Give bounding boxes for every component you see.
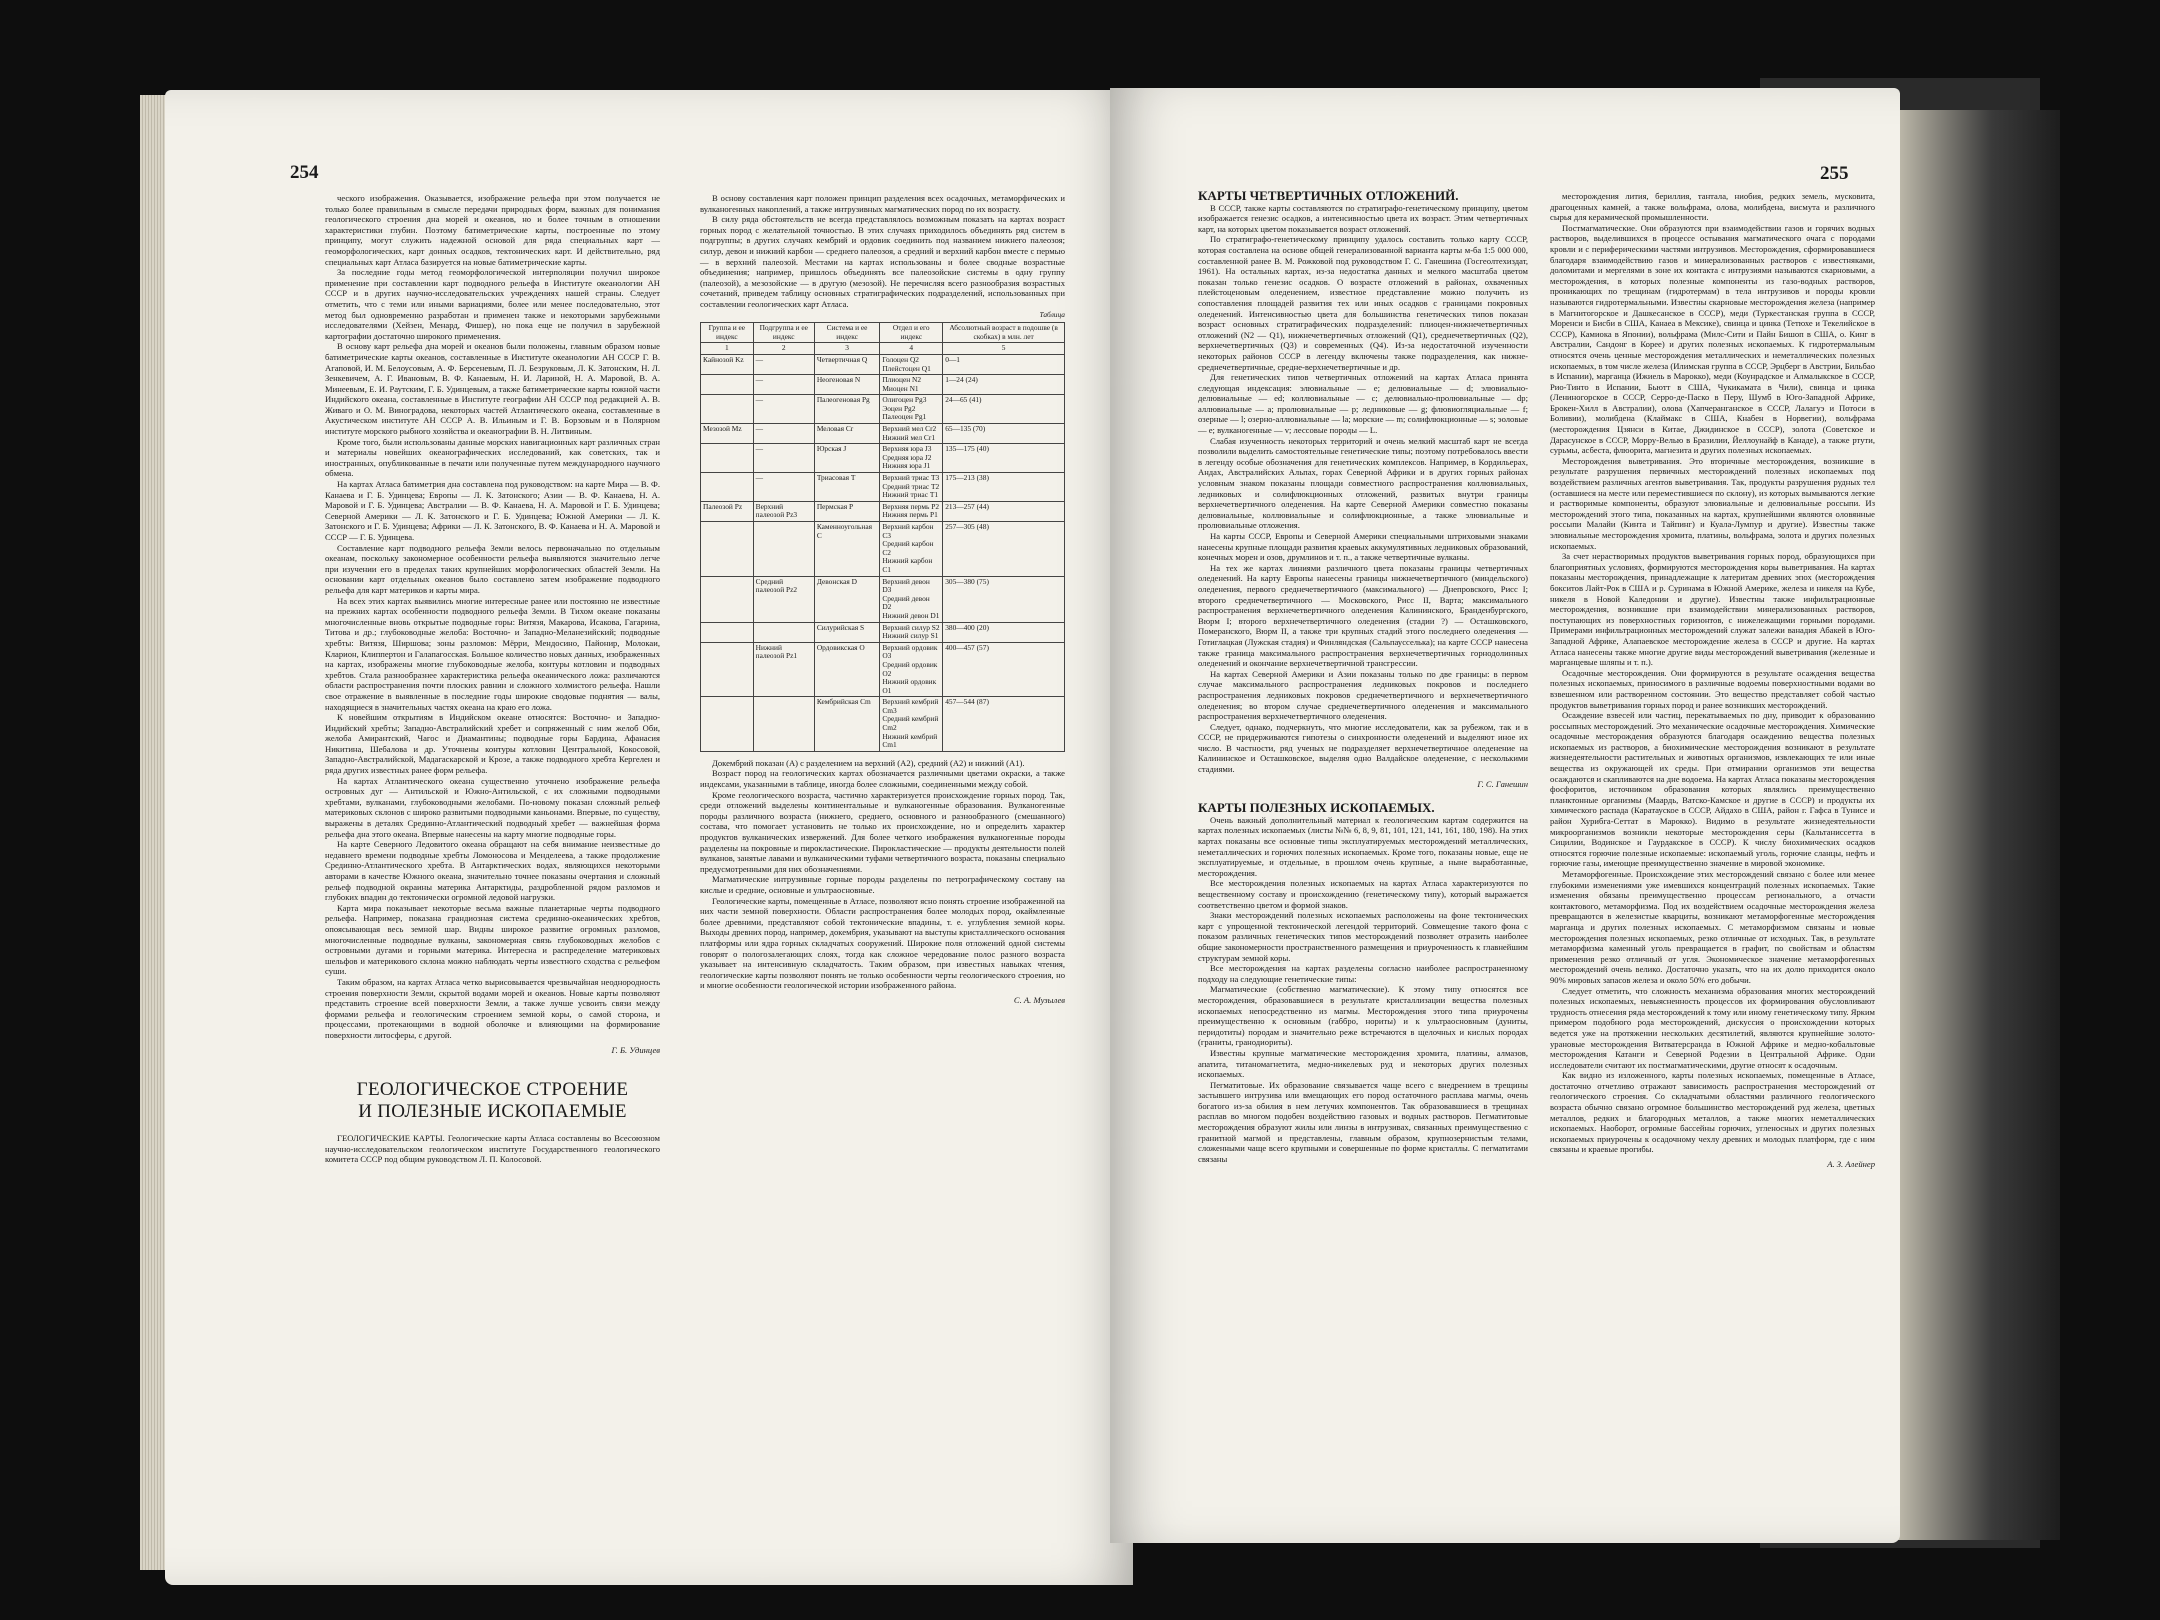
table-header-cell: Группа и ее индекс (701, 323, 754, 343)
table-header-cell: Абсолютный возраст в подошве (в скобках) в млн. лет (943, 323, 1065, 343)
table-cell: 213—257 (44) (943, 501, 1065, 521)
table-cell: Каменноугольная C (814, 522, 880, 577)
table-number-row (701, 343, 1065, 355)
table-cell: Олигоцен Pg3 Эоцен Pg2 Палеоцен Pg1 (880, 395, 943, 424)
table-cell: — (753, 473, 814, 502)
table-cell: Верхний мел Cr2 Нижний мел Cr1 (880, 424, 943, 444)
table-row (701, 501, 1065, 521)
table-col-number: 5 (943, 343, 1065, 355)
table-cell: 457—544 (87) (943, 697, 1065, 752)
paragraph: Знаки месторождений полезных ископаемых расположены на фоне тектонических карт с упрощенной тектонической легендой территорий. Совмещение такого фона с показом различных генетических типов месторождений позволяет отразить наиболее общие закономерности пространственного размещения и приуроченность к главнейшим структурам земной коры. (1198, 910, 1528, 963)
table-row (701, 576, 1065, 622)
table-cell: Девонская D (814, 576, 880, 622)
paragraph: Месторождения выветривания. Это вторичные месторождения, возникшие в результате разрушения первичных месторождений полезных ископаемых под воздействием различных агентов выветривания. Так, продукты разрушения рудных тел (оставшиеся на месте или переместившиеся по склону), из которых вымываются легкие и растворимые компоненты, образуют элювиальные и делювиальные россыпи. Из месторождений этого типа, показанных на картах, крупнейшими являются оловянные россыпи Малайи (Кинта и Тайпинг) и Куала-Лумпур и другие). Известны также элювиальные месторождения хромита, платины, вольфрама, золота и других полезных ископаемых. (1550, 455, 1875, 551)
table-cell: 1—24 (24) (943, 375, 1065, 395)
paragraph: Магматические интрузивные горные породы разделены по петрографическому составу на кислые и средние, основные и ультраосновные. (700, 874, 1065, 895)
table-row (701, 424, 1065, 444)
signature-udintsev: Г. Б. Удинцев (611, 1044, 660, 1055)
table-row (701, 395, 1065, 424)
minerals-heading: КАРТЫ ПОЛЕЗНЫХ ИСКОПАЕМЫХ. (1198, 800, 1435, 816)
right-page (1110, 88, 1900, 1543)
minerals-text (1198, 815, 1528, 1165)
table-row (701, 622, 1065, 642)
paragraph: Известны крупные магматические месторождения хромита, платины, алмазов, апатита, титаномагнетита, медно-никелевых руд и некоторых других полезных ископаемых. (1198, 1047, 1528, 1080)
left-column-text (325, 193, 660, 1041)
paragraph: К новейшим открытиям в Индийском океане относятся: Восточно- и Западно-Индийский хребты; Западно-Австралийский хребет и сопряженный с ним желоб Оби, желоба Амирантский, Чагос и Диамантины; подводные горы Бардина, Афанасия Никитина, Шебалова и др. Уточнены контуры котловин Центральной, Кокосовой, Западно-Австралийской, Мадагаскарской и Крозе, а также подводного хребта Кергелен и ряда других известных ранее форм рельефа. (325, 712, 660, 776)
table-cell: Верхний ордовик O3 Средний ордовик O2 Нижний ордовик O1 (880, 642, 943, 697)
table-cell: Четвертичная Q (814, 354, 880, 374)
section-title-line1: ГЕОЛОГИЧЕСКОЕ СТРОЕНИЕ (356, 1079, 629, 1101)
paragraph: Для генетических типов четвертичных отложений на картах Атласа принята следующая индексация: элювиальные — е; делювиальные — d; элювиально-делювиальные — ed; коллювиальные — с; делювиально-пролювиальные — dp; аллювиальные — а; пролювиальные — р; ледниковые — g; флювиогляциальные — f; озерные — l; озерно-аллювиальные — la; морские — m; солифлюкционные — s; эоловые — е; вулканогенные — v; лессовые породы — L. (1198, 372, 1528, 436)
table-cell: Юрская J (814, 444, 880, 473)
paragraph: На картах Северной Америки и Азии показаны только по две границы: в первом случае максимального распространения ледниковых покровов и последнего распространения ледниковых покровов среднечетвертичного и верхнечетвертичного оледенения; во втором случае среднечетвертичного оледенения и максимального распространения верхнечетвертичного оледенения. (1198, 668, 1528, 722)
table-cell: Верхний кембрий Cm3 Средний кембрий Cm2 Нижний кембрий Cm1 (880, 697, 943, 752)
table-col-number: 4 (880, 343, 943, 355)
paragraph: По стратиграфо-генетическому принципу удалось составить только карту СССР, которая составлена на основе общей генерализованной варианта карты м-ба 1:5 000 000, составленной ранее В. М. Рожковой под руководством Г. С. Ганешина (Госгеолтехиздат, 1961). На остальных картах, из-за недостатка данных и мелкого масштаба цветом показан только генезис осадков. О возрасте отложений в районах, охваченных плейстоценовым оледенением, известное представление можно получить из сопоставления площадей развития тех или иных осадков с границами покровных оледенений. Интенсивностью цвета для большинства генетических типов показан возраст основных стратиграфических подразделений: плиоцен-нижнечетвертичных отложений (N2 — Q1), нижнечетвертичных отложений (Q1), среднечетвертичных (Q2), верхнечетвертичных (Q3) и современных (Q4). Из-за недостаточной изученности некоторых районов СССР в легенду включены также подразделения, как нижне-среднечетвертичные, средне-верхнечетвертичные и др. (1198, 234, 1528, 372)
paragraph: Составление карт подводного рельефа Земли велось первоначально по отдельным океанам, поскольку закономерное особенности рельефа выявляются значительно легче при изучении его в пределах таких крупнейших морфологических областей Земли. На основании карт отдельных океанов было составлено затем изображение подводного рельефа для карт материков и карты мира. (325, 542, 660, 595)
table-body (701, 354, 1065, 751)
table-col-number: 3 (814, 343, 880, 355)
stratigraphy-intro (700, 193, 1065, 310)
table-cell: Пермская P (814, 501, 880, 521)
paragraph: Возраст пород на геологических картах обозначается различными цветами окраски, а также индексами, указанными в таблице, иногда более сложными, соединенными между собой. (700, 768, 1065, 790)
table-cell: Неогеновая N (814, 375, 880, 395)
paragraph: В СССР, также карты составляются по стратиграфо-генетическому принципу, цветом изображается генезис осадков, а интенсивностью цвета их возраст. Этим четвертичных карт, на которых цветом показывается возраст отложений. (1198, 202, 1528, 234)
paragraph: В основу составления карт положен принцип разделения всех осадочных, метаморфических и вулканогенных накоплений, а также интрузивных магматических пород по их возрасту. (700, 193, 1065, 214)
table-cell: 400—457 (57) (943, 642, 1065, 697)
table-cell (701, 444, 754, 473)
page-number-left: 254 (290, 162, 319, 183)
table-row (701, 522, 1065, 577)
paragraph: Таким образом, на картах Атласа четко вырисовывается чрезвычайная неоднородность строения поверхности Земли, скрытой водами морей и океанов. Новые карты позволяют представить строение всей поверхности Земли, а также лучше усвоить связи между формами рельефа и геологическим строением земной коры, о самой сторона, и процессами, протекающими в водной оболочке и влияющими на формирование поверхности литосферы, с другой. (325, 976, 660, 1040)
paragraph: Метаморфогенные. Происхождение этих месторождений связано с более или менее глубокими изменениями уже имевшихся концентраций полезных ископаемых. Такие изменения обязаны преимущественно процессам регионального, а отчасти контактового, метаморфизма. Под их воздействием осадочные месторождения железа превращаются в железистые кварциты, возникают метаморфогенные месторождения марганца и других полезных ископаемых. С метаморфизмом связаны и новые месторождения полезных ископаемых, резко отличные от исходных. Так, в результате метаморфизма каменный уголь превращается в графит, по свойствам и областям применения резко отличный от угля. Экономическое значение метаморфогенных месторождений очень велико. Достаточно указать, что на их долю приходится около 90% мировых запасов железа и около 50% его добычи. (1550, 869, 1875, 985)
table-cell: Средний палеозой Pz2 (753, 576, 814, 622)
paragraph: Следует отметить, что сложность механизма образования многих месторождений полезных ископаемых, невыясненность процессов их формирования обусловливают трудность отнесения ряда месторождений к тому или иному генетическому типу. Ярким примером подобного рода месторождений, дискуссия о происхождении которых ведется уже на протяжении нескольких десятилетий, являются крупнейшие золото-урановые месторождения Витватерсранда в Южной Африке и медно-кобальтовые месторождения Катанги и Северной Родезии в Центральной Африке. Одни исследователи считают их постмагматическими, другие относят к осадочным. (1550, 985, 1875, 1070)
table-cell: Верхний триас T3 Средний триас T2 Нижний триас T1 (880, 473, 943, 502)
table-cell: — (753, 354, 814, 374)
table-cell: 380—400 (20) (943, 622, 1065, 642)
paragraph: За последние годы метод геоморфологической интерполяции получил широкое применение при составлении карт подводного рельефа в Институте океанологии АН СССР и в других научно-исследовательских учреждениях нашей страны. Следует отметить, что с теми или иными вариациями, более или менее последовательно, этот метод был одновременно разработан и применен также и некоторыми зарубежными исследователями (Хейзен, Менард, Фишер), но пока еще не получил в зарубежной картографии достаточно широкого применения. (325, 267, 660, 341)
table-row (701, 697, 1065, 752)
paragraph: Все месторождения на картах разделены согласно наиболее распространенному подходу на следующие генетические типы: (1198, 963, 1528, 984)
paragraph: На картах Атласа батиметрия дна составлена под руководством: на карте Мира — В. Ф. Канаева и Г. Б. Удинцева; Европы — Л. К. Затонского; Азии — В. Ф. Канаева, Н. А. Маровой и Г. Б. Удинцева; Австралии — В. Ф. Канаева, Н. А. Маровой и Г. Б. Удинцева; Северной Америки — Л. К. Затонского и Г. Б. Удинцева; Южной Америки — Л. К. Затонского и Г. Б. Удинцева; Африки — Л. К. Затонского, В. Ф. Канаева и Н. А. Маровой и СССР — Г. Б. Удинцева. (325, 479, 660, 542)
table-cell (701, 395, 754, 424)
table-cell: — (753, 444, 814, 473)
table-cell: — (753, 424, 814, 444)
table-col-number: 2 (753, 343, 814, 355)
table-cell: Нижний палеозой Pz1 (753, 642, 814, 697)
paragraph: Пегматитовые. Их образование связывается чаще всего с внедрением в трещины застывшего интрузива или вмещающих его пород остаточного расплава магмы, очень богатого из-за обилия в нем летучих компонентов. Так образовавшиеся в трещинах расплав во многом подобен воздействию газовых и водных растворов. Пегматитовые месторождения образуют жилы или линзы в интрузивах, связанных преимущественно с гранитной магмой и представлены, главным образом, крупнозернистым телами, сложенными чаще всего крупными и совершенные по форме кристаллы. С пегматитами связаны (1198, 1079, 1528, 1164)
right-column-left-page (700, 193, 1065, 1533)
paragraph: На всех этих картах выявились многие интересные ранее или постоянно не известные на прежних картах особенности подводного рельефа Земли. В Тихом океане показаны многочисленные вновь открытые подводные горы: Витязя, Макарова, Исакова, Гагарина, Титова и др.; глубоководные желоба: Восточно- и Западно-Меланезийский; подводные хребты: Витязя, Ширшова; зоны разломов: Мёрри, Мендосино, Пайонир, Молокаи, Кларион, Клиппертон и Галапагосская. Большое количество новых данных, изображенных на картах, изображены многие глубоководные желоба, контуры котловин и подводных хребтов. Стала разнообразнее характеристика рельефа океанического ложа: различаются области распространения почти плоских равнин и сложного холмистого рельефа. Нашли свое отражение в выявленные в последние годы широкие сводовые поднятия — валы, находящиеся в значительных частях океана на краю его ложа. (325, 595, 660, 712)
table-cell: Верхний девон D3 Средний девон D2 Нижний девон D1 (880, 576, 943, 622)
table-row (701, 354, 1065, 374)
table-cell: Плиоцен N2 Миоцен N1 (880, 375, 943, 395)
paragraph: Осаждение взвесей или частиц, перекатываемых по дну, приводит к образованию россыпных месторождений. Это механические осадочные месторождения. Химические осадочные месторождения образуются благодаря осаждению вещества полезных ископаемых из растворов, а биохимические месторождения возникают в результате жизнедеятельности растительных и животных организмов, извлекающих те или иные вещества из окружающей их среды. При отмирании организмов эти вещества осаждаются и скапливаются на дне водоема. На картах Атласа показаны месторождения фосфоритов, источником образования которых являлись преимущественно планктонные организмы (Маардь, Ватско-Камское и другие в СССР) и продукты их химического распада (Каратауское в СССР, Айдахо в США, район г. Гафса в Тунисе и район Хурибга-Сеттат в Марокко). Видимо в результате жизнедеятельности микроорганизмов возникли некоторые месторождения серы (Кальтаниссетта в Сицилии, Водинское и Гаурдакское в СССР). К числу биохимических осадков относятся горючие полезные ископаемые: ископаемый уголь, горючие сланцы, нефть и горючие газы, имеющие преимущественно значение в мировой экономике. (1550, 710, 1875, 869)
paragraph: Как видно из изложенного, карты полезных ископаемых, помещенные в Атласе, достаточно отчетливо отражают зависимость распространения месторождений от геологического строения. Со складчатыми областями различного геологического возраста обычно связано огромное большинство месторождений руд железа, цветных металлов, редких и благородных металлов, а также многих неметаллических ископаемых. Наоборот, огромные бассейны горючих, угленосных и других полезных ископаемых приурочены к осадочному чехлу древних и молодых платформ, где с ним связаны и краевые прогибы. (1550, 1070, 1875, 1155)
table-cell: 257—305 (48) (943, 522, 1065, 577)
paragraph: На карты СССР, Европы и Северной Америки специальными штриховыми знаками нанесены крупные площади развития краевых аккумулятивных ледниковых образований, конечных морен и озов, друмлинов и т. п., а также четвертичные вулканы. (1198, 531, 1528, 563)
table-cell (753, 622, 814, 642)
table-cell (701, 375, 754, 395)
table-cell: Триасовая T (814, 473, 880, 502)
table-header-cell: Подгруппа и ее индекс (753, 323, 814, 343)
table-cell (701, 642, 754, 697)
paragraph: В силу ряда обстоятельств не всегда представлялось возможным показать на картах возраст горных пород с желательной точностью. В этих случаях приходилось объединять ряд систем в подгруппы; в других случаях кембрий и ордовик соединить под названием нижнего палеозоя; силур, девон и нижний карбон — среднего палеозоя, а средний и верхний карбон вместе с пермью — в верхний палеозой. Местами на картах использованы и более сводные возрастные объединения; например, пришлось объединять все палеозойские системы в одну группу (палеозой), а мезозойские — в другую (мезозой). Не перечисляя всего разнообразия возрастных сочетаний, приведем таблицу основных стратиграфических подразделений, использованных при составлении геологических карт Атласа. (700, 214, 1065, 309)
geological-maps-intro: ГЕОЛОГИЧЕСКИЕ КАРТЫ. Геологические карты Атласа составлены во Всесоюзном научно-исследовательском геологическом институте Государственного геологического комитета СССР под общим руководством Л. П. Колосовой. (325, 1133, 660, 1165)
paragraph: Все месторождения полезных ископаемых на картах Атласа характеризуются по вещественному составу и происхождению (генетическому типу), который выражается соответственно цветом и формой знаков. (1198, 878, 1528, 910)
paragraph: Карта мира показывает некоторые весьма важные планетарные черты подводного рельефа. Например, показана грандиозная система срединно-океанических хребтов, опоясывающая весь земной шар. Видны широкое развитие огромных разломов, многочисленные подводные вулканы, закономерная связь глубоководных желобов с островными дугами и горными материка. Интересна и распределение материковых шельфов и материкового склона можно наблюдать черты известного сходства с рельефом суши. (325, 902, 660, 977)
table-cell: Верхний силур S2 Нижний силур S1 (880, 622, 943, 642)
table-cell (701, 697, 754, 752)
table-cell: Кайнозой Kz (701, 354, 754, 374)
table-header-row (701, 323, 1065, 343)
paragraph: На картах Атлантического океана существенно уточнено изображение рельефа островных дуг — Антильской и Южно-Антильской, с их сложными подводными хребтами, вулканами, глубоководными желобами. По-новому показан сложный рельеф материковых склонов с широко развитыми подводными каньонами. Впервые, по существу, выражены в деталях Срединно-Атлантический подводный хребет — важнейшая форма рельефа дна этого океана. Впервые нанесены на карту многие подводные горы. (325, 775, 660, 839)
table-cell: Мезозой Mz (701, 424, 754, 444)
table-cell (701, 622, 754, 642)
table-cell (701, 473, 754, 502)
table-cell: 135—175 (40) (943, 444, 1065, 473)
table-cell: Ордовикская O (814, 642, 880, 697)
quaternary-text (1198, 203, 1528, 775)
table-cell: Палеогеновая Pg (814, 395, 880, 424)
table-cell (701, 522, 754, 577)
paragraph: месторождения лития, бериллия, тантала, ниобия, редких земель, мусковита, драгоценных камней, а также вольфрама, олова, молибдена, висмута и различного сырья для керамической промышленности. (1550, 191, 1875, 223)
table-row (701, 444, 1065, 473)
table-col-number: 1 (701, 343, 754, 355)
minerals-continued-text (1550, 191, 1875, 1155)
paragraph: В основу карт рельефа дна морей и океанов были положены, главным образом новые батиметрические карты океанов, составленные в Институте океанологии АН СССР Г. В. Агаповой, И. М. Белоусовым, А. Ф. Берсеневым, П. Л. Безруковым, Л. К. Затонским, Н. Л. Зенкевичем, А. Г. Ивановым, В. Ф. Канаевым, Н. И. Лариной, Н. А. Маровой, В. А. Минеевым, Е. И. Раутским, Г. Б. Удинцевым, а также батиметрические карты южной части Индийского океана, составленные в Институте географии АН СССР под редакцией А. В. Живаго и О. М. Виноградова, некоторых частей Атлантического океана, составленные в Акустическом институте АН СССР А. В. Ильиным и Г. В. Борзовым и в Полярном институте морского рыбного хозяйства и океанографии В. Н. Литвиным. (325, 341, 660, 437)
table-cell: Палеозой Pz (701, 501, 754, 521)
minerals-column (1550, 191, 1875, 1531)
book-right-edge (1890, 110, 2060, 1540)
stratigraphic-table (700, 322, 1065, 752)
paragraph: Геологические карты, помещенные в Атласе, позволяют ясно понять строение изображенной на них части земной поверхности. Области распространения более молодых пород, окаймленные более древними, представляют собой тектонические впадины, т. е. углубления земной коры. Выходы древних пород, например, докембрия, указывают на выступы кристаллического основания платформы или ядра горных складчатых сооружений. Широкие поля отложений одной системы говорят о пологозалегающих слоях, тогда как сложное чередование полос разного возраста указывает на интенсивную складчатость. Таким образом, при известных навыках чтения, геологические карты позволяют понять не только особенности черты геологического строения, но и многие особенности геологической истории изображенного района. (700, 895, 1065, 991)
quaternary-heading: КАРТЫ ЧЕТВЕРТИЧНЫХ ОТЛОЖЕНИЙ. (1198, 188, 1459, 203)
table-cell: Голоцен Q2 Плейстоцен Q1 (880, 354, 943, 374)
table-cell: Кембрийская Cm (814, 697, 880, 752)
table-cell: 175—213 (38) (943, 473, 1065, 502)
paragraph: Докембрий показан (A) с разделением на верхний (A2), средний (A2) и нижний (A1). (712, 757, 1025, 768)
table-cell: 0—1 (943, 354, 1065, 374)
table-row (701, 642, 1065, 697)
table-caption: Таблица (1039, 309, 1065, 319)
paragraph: Очень важный дополнительный материал к геологическим картам содержится на картах полезных ископаемых (листы №№ 6, 8, 9, 81, 101, 121, 141, 161, 180, 198). На этих картах показаны все основные типы эксплуатируемых месторождений металлических, неметаллических и горючих полезных ископаемых. Кроме того, показаны новые, еще не эксплуатируемые, и отдельные, в прошлом очень крупные, а ныне выработанные, месторождения. (1198, 814, 1528, 878)
table-cell: Верхний палеозой Pz3 (753, 501, 814, 521)
table-cell: Верхняя юра J3 Средняя юра J2 Нижняя юра J1 (880, 444, 943, 473)
left-column (325, 193, 660, 1513)
table-cell: — (753, 395, 814, 424)
paragraph: Магматические (собственно магматические). К этому типу относятся все месторождения, образовавшиеся в результате кристаллизации вещества полезных ископаемых непосредственно из магмы. Месторождения этого типа приурочены преимущественно к основным (габбро, нориты) и к ультраосновным (дуниты, перидотиты) породам и значительно реже встречаются в щелочных и кислых породах (граниты, гранодиориты). (1198, 984, 1528, 1048)
paragraph: Слабая изученность некоторых территорий и очень мелкий масштаб карт не всегда позволили выделить самостоятельные генетические типы; поэтому потребовалось ввести в легенду особые обозначения для генетических комплексов. Например, в Кордильерах, Андах, Австралийских Альпах, горах Северной Африки и в других горных районах условным знаком показаны площади совместного распространения коллювиальных, ледниковых и солифлюкционных отложений, развитых внутри границы верхнечетвертичного оледенения. На карте Северной Америки совместно показаны делювиальные, коллювиальные и солифлюкционные, а также элювиальные и пролювиальные отложения. (1198, 435, 1528, 531)
table-row (701, 375, 1065, 395)
paragraph: Кроме того, были использованы данные морских навигационных карт различных стран и материалы новейших океанографических исследований, как советских, так и иностранных, опубликованные в печати или полученные путем международного научного обмена. (325, 436, 660, 479)
table-cell (753, 522, 814, 577)
table-cell: 305—380 (75) (943, 576, 1065, 622)
table-cell (701, 576, 754, 622)
section-title-line2: И ПОЛЕЗНЫЕ ИСКОПАЕМЫЕ (358, 1101, 627, 1123)
table-header-cell: Отдел и его индекс (880, 323, 943, 343)
table-cell (753, 697, 814, 752)
quaternary-column (1198, 188, 1528, 1531)
paragraph: На тех же картах линиями различного цвета показаны границы четвертичных оледенений. На карту Европы нанесены границы нижнечетвертичного (миндельского) оледенения, первого среднечетвертичного (максимального) — Днепровского, Рисс I; второго среднечетвертичного — Московского, Рисс II, Варта; максимального распространения верхнечетвертичного оледенения Калининского, Бранденбургского, Вюрм I; второго верхнечетвертичного оледенения (стадии ?) — Осташковского, Померанского, Вюрм II, а также три крупных стадий этого последнего оледенения — Готиглацкая (Лужская стадия) и Финляндская (Сальпаусселька); на карте СССР нанесена также граница максимального распространения верхнечетвертичных горнодолинных оледенений и окончание верхнечетвертичной трансгрессии. (1198, 562, 1528, 669)
table-cell: — (753, 375, 814, 395)
table-header-cell: Система и ее индекс (814, 323, 880, 343)
stratigraphy-description (700, 758, 1065, 991)
table-cell: 24—65 (41) (943, 395, 1065, 424)
table-row (701, 473, 1065, 502)
paragraph: ческого изображения. Оказывается, изображение рельефа при этом получается не только более правильным в смысле передачи природных форм, важных для понимания геологического строения дна морей и океанов, но и более точным в отношении характеристики глубин. Поэтому батиметрические карты, построенные по этому принципу, могут служить надежной основой для ряда специальных карт — геоморфологических, карт донных осадков, тектонических карт. И действительно, ряд специальных карт Атласа базируется на новые батиметрические карты. (325, 193, 660, 267)
table-cell: Меловая Cr (814, 424, 880, 444)
paragraph: Осадочные месторождения. Они формируются в результате осаждения вещества полезных ископаемых, приносимого в различные водоемы поверхностными водами во взвешенном или растворенном состоянии. Это вещество представляет собой частью продуктов выветривания горных пород и ранее возникших месторождений. (1550, 667, 1875, 710)
paragraph: Следует, однако, подчеркнуть, что многие исследователи, как за рубежом, так и в СССР, не придерживаются гипотезы о синхронности оледенений и выделяют иное их число. В частности, ряд ученых не подразделяет верхнечетвертичное оледенение на Калининское и Осташковское, выделяя одно Валдайское оледенение, с несколькими стадиями. (1198, 721, 1528, 775)
paragraph: Постмагматические. Они образуются при взаимодействии газов и горячих водных растворов, выделившихся в процессе остывания магматического очага с породами кровли и с периферическими частями интрузивов. Месторождения, сформировавшиеся благодаря взаимодействию газов и минерализованных растворов с известняками, доломитами и мергелями в зоне их контакта с интрузиями называются скарновыми, а месторождения, в которых полезные компоненты из газо-водных растворов, проникающих по трещинам (гидротермам) в тела интрузивов и породы кровли называются гидротермальными. Известны скарновые месторождения железа (например в Магнитогорское и Дашкесанское в СССР), меди (Туркестанская группа в СССР, Моренси и Бисби в США, Канаеа в Мексике), свинца и цинка (Тетюхе и Текелийское в СССР), Камиока в Японии), вольфрама (Милс-Сити и Пайн Бишоп в США, о. Кинг в Австралии, Сандонг в Корее) и других полезных ископаемых. К гидротермальным относятся очень ценные месторождения металлических и неметаллических полезных ископаемых, в том числе железа (Илимская группа в СССР, Эрцберг в Австрии, Бильбао в Испании), марганца (Ижиель в Марокко), меди (Коунрадское и Алмалыкское в СССР, Рио-Тинто в Испании, Бьютт в США, Чукикамата в Чили), свинца и цинка (Лениногорское в СССР, Серро-де-Паско в Перу, Шумб в Юго-Западной Африке, Брокен-Хилл в Австралии), олова (Хапчеранганское в СССР, Лалагуэ и Потоси в Боливии), молибдена (Клаймакс в США, Кнабен в Норвегии), вольфрама (месторождения Цзянси в Китае, Джидинское в СССР), золота (Советское и Дарасунское в СССР, Морру-Велью в Бразилии, Йеллоунайф в Канаде), а также ртути, сурьмы, асбеста, флюорита, магнезита и других полезных ископаемых. (1550, 222, 1875, 456)
left-page (165, 90, 1133, 1585)
signature-aleiner: А. З. Алейнер (1827, 1159, 1875, 1170)
paragraph: На карте Северного Ледовитого океана обращают на себя внимание неизвестные до недавнего времени подводные хребты Ломоносова и Менделеева, а также продолжение Срединно-Атлантического хребта. В Антарктических водах, являющихся некоторыми авторами в качестве Южного океана, значительно точнее показаны очертания и сложный рельеф подводной окраины материка Антарктиды, раздробленной рядом разломов и глубоких впадин до тектонически огромной ледовой нагрузки. (325, 839, 660, 903)
table-cell: Силурийская S (814, 622, 880, 642)
paragraph: За счет нерастворимых продуктов выветривания горных пород, образующихся при благоприятных условиях, формируются месторождения коры выветривания. На картах показаны месторождения, принадлежащие к латеритам древних эпох (месторождения бокситов Лайт-Рок в США и р. Суринама в Южной Америке, железа и никеля на Кубе, никеля в Новой Каледонии и другие). Известны также инфильтрационные месторождения, возникшие при взаимодействии минерализованных растворов, поступающих из поверхностных горизонтов, с нижележащими горными породами. Примерами инфильтрационных месторождений служат залежи ванадия Абакей в Юго-Западной Африке, Алапаевское месторождение железа в СССР и другие. На картах Атласа нанесены также многие другие виды месторождений выветривания (железные и марганцевые шляпы и т. п.). (1550, 551, 1875, 668)
table-cell: Верхний карбон C3 Средний карбон C2 Нижний карбон C1 (880, 522, 943, 577)
table-cell: Верхняя пермь P2 Нижняя пермь P1 (880, 501, 943, 521)
page-number-right: 255 (1820, 163, 1849, 184)
paragraph: Кроме геологического возраста, частично характеризуется происхождение горных пород. Так, среди отложений выделены континентальные и вулканогенные образования. Вулканогенные породы различного возраста (нижнего, среднего, основного и разнообразного (смешанного) состава, что помогает установить не только их происхождение, но и определить характер продуктов вулканических извержений. Для более четкого изображения вулканогенные породы разделены на покровные и пирокластические. Пирокластические — продукты деятельности полей вулканов, занятые лавами и вулканическими туфами четвертичного возраста, показаны специально предусмотренными для них обозначениями. (700, 789, 1065, 874)
table-cell: 65—135 (70) (943, 424, 1065, 444)
signature-muzylev: С. А. Музылев (1013, 994, 1065, 1005)
signature-ganeshin: Г. С. Ганешин (1477, 778, 1528, 789)
